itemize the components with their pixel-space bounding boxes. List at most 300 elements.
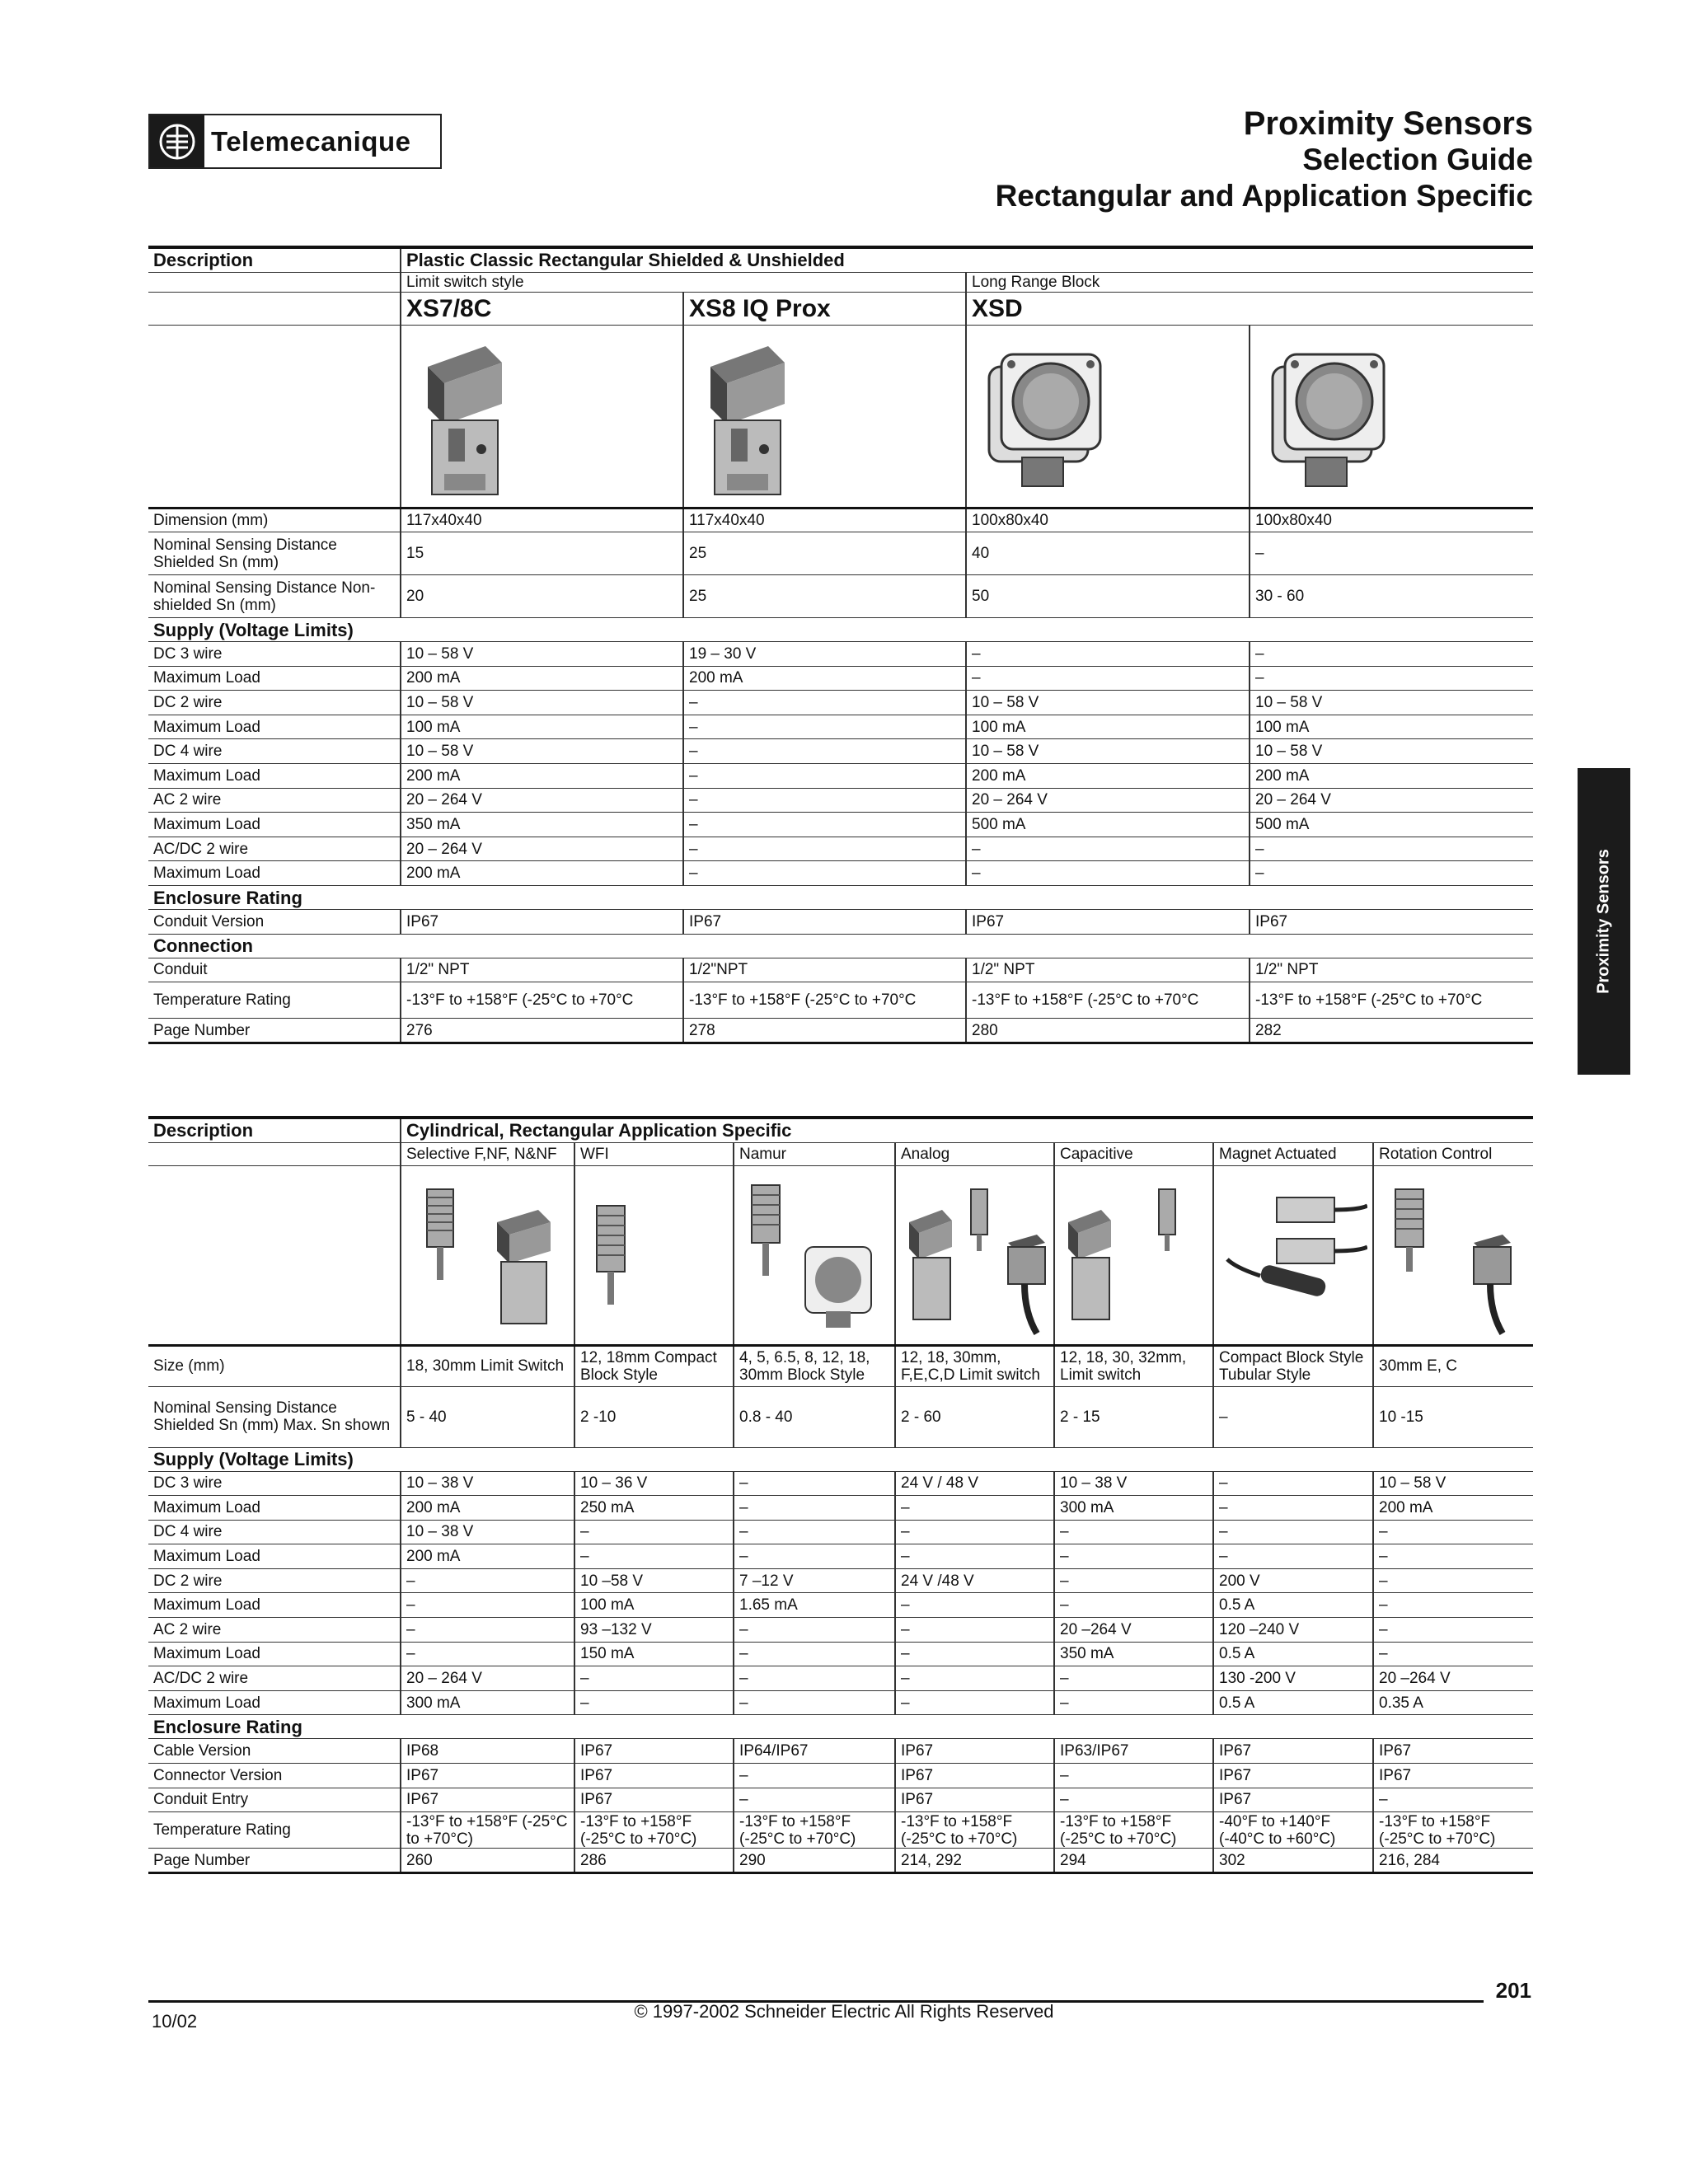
table-cell: 10 – 58 V	[401, 739, 683, 764]
table-cell: 100 mA	[574, 1593, 734, 1618]
product-family: Plastic Classic Rectangular Shielded & Unshielded	[401, 247, 1533, 272]
table-cell: 1/2" NPT	[1250, 958, 1533, 982]
table-cell: 0.5 A	[1213, 1593, 1373, 1618]
table-cell: –	[895, 1690, 1054, 1715]
table-cell: –	[683, 764, 966, 789]
table-cell: 200 V	[1213, 1568, 1373, 1593]
table-cell: 30 - 60	[1250, 575, 1533, 618]
page-number: 201	[1495, 1978, 1531, 2003]
table-cell: –	[1054, 1544, 1213, 1569]
table-cell: 10 -15	[1373, 1386, 1533, 1447]
table-cell: 10 –58 V	[574, 1568, 734, 1593]
table-cell: -13°F to +158°F (-25°C to +70°C)	[1054, 1812, 1213, 1849]
brand-name: Telemecanique	[211, 125, 411, 157]
table-cell: 2 - 60	[895, 1386, 1054, 1447]
row-label: Maximum Load	[148, 1690, 401, 1715]
table-cell: -13°F to +158°F (-25°C to +70°C)	[574, 1812, 734, 1849]
table-cell: 0.8 - 40	[734, 1386, 895, 1447]
footer-date: 10/02	[152, 2011, 198, 2032]
table-cell: –	[401, 1593, 574, 1618]
table-cell: –	[1054, 1593, 1213, 1618]
description-label: Description	[148, 1118, 401, 1142]
table2-body	[148, 1345, 1533, 1872]
table-cell: 278	[683, 1019, 966, 1043]
table-cell: 93 –132 V	[574, 1618, 734, 1643]
table-cell: 20 – 264 V	[401, 837, 683, 861]
table-cell: -13°F to +158°F (-25°C to +70°C	[401, 982, 683, 1019]
table-cell: 10 – 58 V	[401, 642, 683, 667]
table-cell: –	[1054, 1666, 1213, 1691]
model-name: XS7/8C	[401, 292, 683, 325]
table-cell: –	[1373, 1568, 1533, 1593]
table-cell: 2 -10	[574, 1386, 734, 1447]
row-label: Nominal Sensing Distance Non-shielded Sn (mm)	[148, 575, 401, 618]
description-label: Description	[148, 247, 401, 272]
table-cell: 19 – 30 V	[683, 642, 966, 667]
table-cell: –	[966, 861, 1250, 886]
table-row	[148, 1788, 1533, 1812]
row-label: Maximum Load	[148, 1496, 401, 1521]
table-cell: 10 – 38 V	[401, 1471, 574, 1496]
table-cell: IP63/IP67	[1054, 1739, 1213, 1764]
row-label: AC/DC 2 wire	[148, 1666, 401, 1691]
row-label: Maximum Load	[148, 1593, 401, 1618]
column-header: Magnet Actuated	[1213, 1142, 1373, 1165]
table-cell: -13°F to +158°F (-25°C to +70°C)	[1373, 1812, 1533, 1849]
table-cell: IP67	[574, 1764, 734, 1788]
table-cell: –	[1250, 837, 1533, 861]
table-row	[148, 1812, 1533, 1849]
section-heading: Supply (Voltage Limits)	[148, 1447, 1533, 1471]
table-cell: 10 – 58 V	[1373, 1471, 1533, 1496]
table-cell: IP67	[895, 1764, 1054, 1788]
table-cell: 12, 18, 30mm, F,E,C,D Limit switch	[895, 1345, 1054, 1386]
table-cell: –	[1373, 1520, 1533, 1544]
table-cell: –	[1054, 1568, 1213, 1593]
table-cell: –	[683, 788, 966, 813]
table-cell: –	[1054, 1690, 1213, 1715]
row-label: Cable Version	[148, 1739, 401, 1764]
section-row	[148, 1447, 1533, 1471]
table-cell: IP67	[401, 1764, 574, 1788]
table-row	[148, 982, 1533, 1019]
table-cell: 4, 5, 6.5, 8, 12, 18, 30mm Block Style	[734, 1345, 895, 1386]
row-label: DC 3 wire	[148, 642, 401, 667]
table-cell: –	[734, 1520, 895, 1544]
product-image-xs7	[401, 325, 683, 508]
model-name: XSD	[966, 292, 1533, 325]
table-cell: 200 mA	[401, 861, 683, 886]
table-row	[148, 1764, 1533, 1788]
table-cell: IP67	[401, 1788, 574, 1812]
table-cell: –	[966, 837, 1250, 861]
table-cell: –	[683, 813, 966, 837]
table-cell: -13°F to +158°F (-25°C to +70°C)	[895, 1812, 1054, 1849]
copyright: © 1997-2002 Schneider Electric All Rights Reserved	[634, 2001, 1054, 2022]
table-cell: 50	[966, 575, 1250, 618]
table-cell: –	[734, 1666, 895, 1691]
table-cell: 25	[683, 575, 966, 618]
table-cell: 15	[401, 532, 683, 575]
table-row	[148, 575, 1533, 618]
product-image-xsd-shielded	[966, 325, 1250, 508]
table1-body	[148, 508, 1533, 1043]
table-row	[148, 1739, 1533, 1764]
table-cell: 200 mA	[1250, 764, 1533, 789]
table-row	[148, 958, 1533, 982]
table-cell: –	[401, 1618, 574, 1643]
table-cell: 280	[966, 1019, 1250, 1043]
section-heading: Supply (Voltage Limits)	[148, 618, 1533, 642]
table-cell: 0.35 A	[1373, 1690, 1533, 1715]
model-name: XS8 IQ Prox	[683, 292, 966, 325]
table-cell: –	[683, 837, 966, 861]
table-cell: –	[1250, 861, 1533, 886]
table-row	[148, 1386, 1533, 1447]
table-row	[148, 764, 1533, 789]
table-cell: -13°F to +158°F (-25°C to +70°C	[966, 982, 1250, 1019]
table-row	[148, 788, 1533, 813]
table-cell: –	[895, 1496, 1054, 1521]
table-cell: IP67	[895, 1739, 1054, 1764]
product-image-analog	[895, 1165, 1054, 1345]
table-cell: -13°F to +158°F (-25°C to +70°C	[1250, 982, 1533, 1019]
table-cell: IP67	[683, 910, 966, 935]
table-cell: 10 – 38 V	[1054, 1471, 1213, 1496]
table-cell: 20 – 264 V	[401, 1666, 574, 1691]
table-cell: –	[966, 642, 1250, 667]
table-cell: 117x40x40	[683, 508, 966, 532]
table-cell: 10 – 58 V	[1250, 691, 1533, 715]
table-cell: –	[401, 1642, 574, 1666]
table-cell: 7 –12 V	[734, 1568, 895, 1593]
table-cell: 500 mA	[1250, 813, 1533, 837]
row-label: AC 2 wire	[148, 788, 401, 813]
table-cell: 216, 284	[1373, 1849, 1533, 1873]
row-label: Conduit Version	[148, 910, 401, 935]
table-cell: 200 mA	[966, 764, 1250, 789]
table-cell: 302	[1213, 1849, 1373, 1873]
table-cell: –	[1250, 532, 1533, 575]
table-row	[148, 1690, 1533, 1715]
table-cell: –	[683, 691, 966, 715]
product-image-capacitive	[1054, 1165, 1213, 1345]
row-label: Maximum Load	[148, 715, 401, 739]
column-header: Analog	[895, 1142, 1054, 1165]
table-cell: 20 – 264 V	[966, 788, 1250, 813]
page-subtitle: Selection Guide	[1302, 143, 1533, 176]
table-cell: –	[734, 1788, 895, 1812]
brand-logo	[148, 114, 442, 169]
table-cell: IP68	[401, 1739, 574, 1764]
column-header: Namur	[734, 1142, 895, 1165]
table-cell: –	[401, 1568, 574, 1593]
table-cell: IP67	[1373, 1739, 1533, 1764]
page-title: Proximity Sensors	[1243, 105, 1533, 142]
table-cell: 10 – 58 V	[401, 691, 683, 715]
table-row	[148, 1345, 1533, 1386]
table-row	[148, 813, 1533, 837]
table-cell: 100 mA	[401, 715, 683, 739]
column-header: WFI	[574, 1142, 734, 1165]
table-row	[148, 837, 1533, 861]
table-cell: –	[1373, 1618, 1533, 1643]
product-image-xs8	[683, 325, 966, 508]
table-cell: 214, 292	[895, 1849, 1054, 1873]
table-row	[148, 910, 1533, 935]
table-cell: –	[683, 715, 966, 739]
table-cell: –	[1373, 1593, 1533, 1618]
table-cell: 1/2"NPT	[683, 958, 966, 982]
table-cell: –	[574, 1520, 734, 1544]
table-cell: 260	[401, 1849, 574, 1873]
table-row	[148, 1593, 1533, 1618]
table-cell: 150 mA	[574, 1642, 734, 1666]
product-image-wfi	[574, 1165, 734, 1345]
table-cell: 30mm E, C	[1373, 1345, 1533, 1386]
table-row	[148, 508, 1533, 532]
table-cell: –	[1054, 1764, 1213, 1788]
table-cell: 25	[683, 532, 966, 575]
table-cell: –	[895, 1642, 1054, 1666]
table-cell: –	[734, 1496, 895, 1521]
product-image-namur	[734, 1165, 895, 1345]
column-header: Selective F,NF, N&NF	[401, 1142, 574, 1165]
row-label: Conduit Entry	[148, 1788, 401, 1812]
table-cell: –	[1250, 666, 1533, 691]
table-cell: 300 mA	[1054, 1496, 1213, 1521]
row-label: Nominal Sensing Distance Shielded Sn (mm)	[148, 532, 401, 575]
row-label: DC 2 wire	[148, 691, 401, 715]
table-cell: 10 – 38 V	[401, 1520, 574, 1544]
product-image-rotation	[1373, 1165, 1533, 1345]
side-tab-label: Proximity Sensors	[1594, 849, 1613, 994]
table-cell: IP67	[1373, 1764, 1533, 1788]
table-cell: 500 mA	[966, 813, 1250, 837]
product-image-selective	[401, 1165, 574, 1345]
table-row	[148, 1666, 1533, 1691]
table-cell: 10 – 36 V	[574, 1471, 734, 1496]
row-label: Conduit	[148, 958, 401, 982]
table-cell: 100 mA	[966, 715, 1250, 739]
table-cell: 117x40x40	[401, 508, 683, 532]
table-cell: –	[895, 1666, 1054, 1691]
table-cell: 200 mA	[401, 764, 683, 789]
row-label: Maximum Load	[148, 1642, 401, 1666]
table-cell: -13°F to +158°F (-25°C to +70°C)	[734, 1812, 895, 1849]
table-row	[148, 666, 1533, 691]
table-cell: 350 mA	[401, 813, 683, 837]
table-cell: IP67	[574, 1788, 734, 1812]
table-row	[148, 1618, 1533, 1643]
row-label: DC 3 wire	[148, 1471, 401, 1496]
table-cell: IP67	[401, 910, 683, 935]
table-row	[148, 642, 1533, 667]
table-cell: 286	[574, 1849, 734, 1873]
table-row	[148, 861, 1533, 886]
table-cell: –	[895, 1593, 1054, 1618]
table-cell: –	[734, 1618, 895, 1643]
table-cell: 1/2" NPT	[966, 958, 1250, 982]
row-label: Maximum Load	[148, 666, 401, 691]
table-cell: 12, 18mm Compact Block Style	[574, 1345, 734, 1386]
section-heading: Enclosure Rating	[148, 1715, 1533, 1739]
table-cell: 10 – 58 V	[1250, 739, 1533, 764]
table-cell: –	[1213, 1544, 1373, 1569]
table-cell: –	[574, 1690, 734, 1715]
table-cell: 24 V /48 V	[895, 1568, 1054, 1593]
section-row	[148, 1715, 1533, 1739]
row-label: Page Number	[148, 1849, 401, 1873]
table-cell: 100x80x40	[966, 508, 1250, 532]
table-cell: –	[683, 739, 966, 764]
row-label: AC 2 wire	[148, 1618, 401, 1643]
row-label: DC 4 wire	[148, 1520, 401, 1544]
table-cell: IP67	[1213, 1788, 1373, 1812]
table-cell: 290	[734, 1849, 895, 1873]
table-cell: 24 V / 48 V	[895, 1471, 1054, 1496]
table-row	[148, 1520, 1533, 1544]
selection-table-application-specific	[148, 1116, 1533, 1874]
row-label: Maximum Load	[148, 861, 401, 886]
table-cell: IP67	[895, 1788, 1054, 1812]
table-cell: 200 mA	[401, 1496, 574, 1521]
table-cell: Compact Block Style Tubular Style	[1213, 1345, 1373, 1386]
table-row	[148, 691, 1533, 715]
section-row	[148, 934, 1533, 958]
table-cell: IP67	[966, 910, 1250, 935]
table-cell: IP64/IP67	[734, 1739, 895, 1764]
table-cell: 2 - 15	[1054, 1386, 1213, 1447]
table-cell: 0.5 A	[1213, 1642, 1373, 1666]
table-row	[148, 1471, 1533, 1496]
table-cell: 100x80x40	[1250, 508, 1533, 532]
group-label: Limit switch style	[401, 272, 966, 292]
table-cell: 10 – 58 V	[966, 691, 1250, 715]
table-cell: 100 mA	[1250, 715, 1533, 739]
section-heading: Connection	[148, 934, 1533, 958]
table-cell: 20 –264 V	[1373, 1666, 1533, 1691]
table-row	[148, 1568, 1533, 1593]
table-cell: 350 mA	[1054, 1642, 1213, 1666]
table-cell: 294	[1054, 1849, 1213, 1873]
table-cell: 20 – 264 V	[401, 788, 683, 813]
row-label: Nominal Sensing Distance Shielded Sn (mm) Max. Sn shown	[148, 1386, 401, 1447]
section-row	[148, 618, 1533, 642]
group-label: Long Range Block	[966, 272, 1533, 292]
product-image-magnet	[1213, 1165, 1373, 1345]
table-cell: –	[1213, 1386, 1373, 1447]
table-cell: 12, 18, 30, 32mm, Limit switch	[1054, 1345, 1213, 1386]
table-cell: –	[574, 1544, 734, 1569]
table-cell: -40°F to +140°F (-40°C to +60°C)	[1213, 1812, 1373, 1849]
table-cell: -13°F to +158°F (-25°C to +70°C	[683, 982, 966, 1019]
row-label: Maximum Load	[148, 1544, 401, 1569]
table-cell: –	[734, 1544, 895, 1569]
table-cell: –	[734, 1764, 895, 1788]
row-label: Page Number	[148, 1019, 401, 1043]
page-subtitle-2: Rectangular and Application Specific	[995, 179, 1533, 213]
table-cell: 40	[966, 532, 1250, 575]
table-cell: –	[1213, 1496, 1373, 1521]
table-cell: 1/2" NPT	[401, 958, 683, 982]
table-cell: 200 mA	[1373, 1496, 1533, 1521]
table-cell: IP67	[1250, 910, 1533, 935]
table-cell: -13°F to +158°F (-25°C to +70°C)	[401, 1812, 574, 1849]
section-row	[148, 886, 1533, 910]
section-side-tab	[1578, 768, 1630, 1075]
table-cell: –	[734, 1690, 895, 1715]
telemecanique-emblem-icon	[150, 115, 204, 167]
row-label: Size (mm)	[148, 1345, 401, 1386]
page-titles	[996, 105, 1533, 214]
table-row	[148, 1642, 1533, 1666]
table-row	[148, 1544, 1533, 1569]
row-label: DC 2 wire	[148, 1568, 401, 1593]
table-cell: 18, 30mm Limit Switch	[401, 1345, 574, 1386]
row-label: Maximum Load	[148, 813, 401, 837]
table-cell: –	[1054, 1520, 1213, 1544]
row-label: Temperature Rating	[148, 1812, 401, 1849]
table-cell: –	[1373, 1788, 1533, 1812]
table-row	[148, 532, 1533, 575]
table-cell: –	[1373, 1642, 1533, 1666]
table-cell: 276	[401, 1019, 683, 1043]
table-cell: 10 – 58 V	[966, 739, 1250, 764]
table-cell: 1.65 mA	[734, 1593, 895, 1618]
table-cell: –	[734, 1471, 895, 1496]
row-label: AC/DC 2 wire	[148, 837, 401, 861]
row-label: Maximum Load	[148, 764, 401, 789]
table-cell: 300 mA	[401, 1690, 574, 1715]
section-heading: Enclosure Rating	[148, 886, 1533, 910]
product-image-xsd-unshielded	[1250, 325, 1533, 508]
table-cell: 0.5 A	[1213, 1690, 1373, 1715]
table-cell: –	[574, 1666, 734, 1691]
table-row	[148, 715, 1533, 739]
row-label: Dimension (mm)	[148, 508, 401, 532]
table-cell: –	[1213, 1520, 1373, 1544]
table-cell: IP67	[1213, 1764, 1373, 1788]
table-cell: –	[734, 1642, 895, 1666]
table-cell: IP67	[1213, 1739, 1373, 1764]
table-cell: –	[895, 1520, 1054, 1544]
table-cell: IP67	[574, 1739, 734, 1764]
column-header: Rotation Control	[1373, 1142, 1533, 1165]
table-row	[148, 1019, 1533, 1043]
table-cell: 282	[1250, 1019, 1533, 1043]
row-label: Connector Version	[148, 1764, 401, 1788]
table-cell: –	[895, 1618, 1054, 1643]
table-cell: 250 mA	[574, 1496, 734, 1521]
table-cell: –	[1250, 642, 1533, 667]
table-row	[148, 739, 1533, 764]
table-cell: –	[895, 1544, 1054, 1569]
table-row	[148, 1849, 1533, 1873]
table-cell: 20 – 264 V	[1250, 788, 1533, 813]
table-cell: 5 - 40	[401, 1386, 574, 1447]
table-row	[148, 1496, 1533, 1521]
table-cell: –	[966, 666, 1250, 691]
table-cell: 20 –264 V	[1054, 1618, 1213, 1643]
column-header: Capacitive	[1054, 1142, 1213, 1165]
table-cell: 20	[401, 575, 683, 618]
table-cell: –	[1373, 1544, 1533, 1569]
table-cell: 130 -200 V	[1213, 1666, 1373, 1691]
table-cell: 200 mA	[683, 666, 966, 691]
table-cell: –	[1054, 1788, 1213, 1812]
product-family: Cylindrical, Rectangular Application Specific	[401, 1118, 1533, 1142]
